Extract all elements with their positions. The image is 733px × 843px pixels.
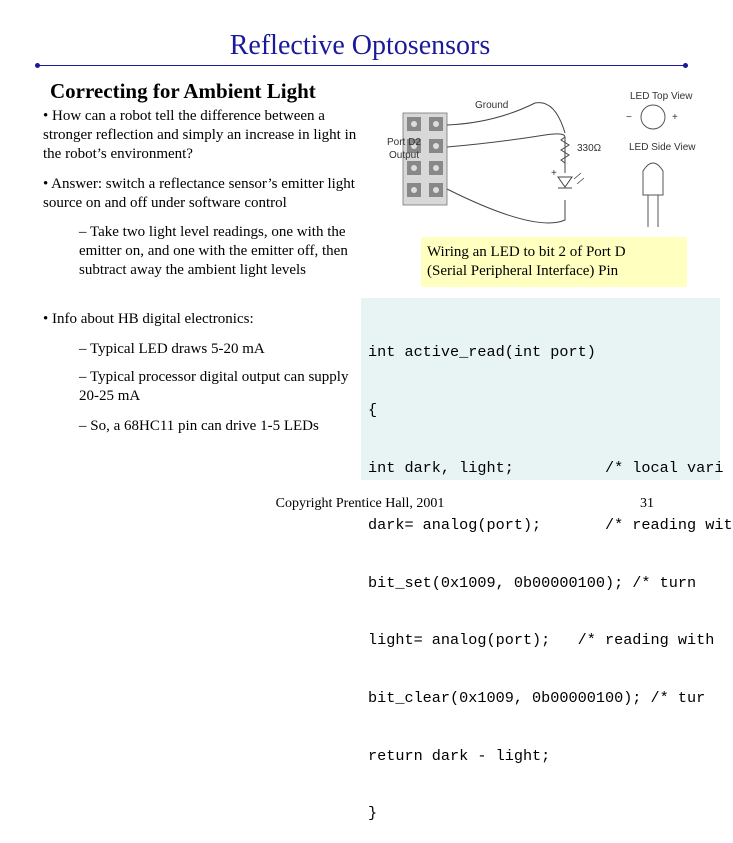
code-line: int dark, light; /* local vari [368,458,724,477]
bullet-hb-electronics: • Info about HB digital electronics: [43,311,254,327]
code-line: return dark - light; [368,746,551,765]
ground-label: Ground [475,100,509,111]
svg-text:+: + [551,168,557,179]
code-line: } [368,804,378,823]
bullet-answer: • Answer: switch a reflectance sensor’s emitter light source on and off under software control [43,176,355,211]
svg-text:+: + [672,112,678,123]
page-number: 31 [640,496,654,511]
led-symbol [551,168,584,188]
diagram-caption [421,237,687,287]
bullet-question: • How can a robot tell the difference between a stronger reflection and simply an increase in light in the robot’s environment? [43,108,357,162]
subbullet-two-readings: – Take two light level readings, one with the emitter on, and one with the emitter off, then subtract away the ambient light levels [79,224,348,278]
svg-text:−: − [626,112,632,123]
code-line: bit_clear(0x1009, 0b00000100); /* tur [368,689,706,708]
slide-subtitle: Correcting for Ambient Light [50,79,316,103]
divider-dot-right [683,63,688,68]
led-wiring-diagram [385,85,705,235]
divider-dot-left [35,63,40,68]
code-line: dark= analog(port); /* reading wit [368,516,733,535]
code-line: light= analog(port); /* reading with [368,631,715,650]
copyright-footer: Copyright Prentice Hall, 2001 [275,496,445,511]
led-top-view [626,105,678,129]
title-divider [38,65,686,66]
code-line: { [368,401,378,420]
port-label-line1: Port D2 [387,137,421,148]
led-top-view-label: LED Top View [630,91,693,102]
code-line: bit_set(0x1009, 0b00000100); /* turn [368,573,697,592]
subbullet-led-current: – Typical LED draws 5-20 mA [79,341,265,357]
caption-line-1: Wiring an LED to bit 2 of Port D [427,244,626,260]
led-side-view [643,163,663,227]
subbullet-processor-output: – Typical processor digital output can supply 20-25 mA [79,369,349,404]
port-label-line2: Output [389,150,420,161]
slide-title: Reflective Optosensors [229,30,491,61]
led-side-view-label: LED Side View [629,142,696,153]
subbullet-pin-drive: – So, a 68HC11 pin can drive 1-5 LEDs [79,418,319,434]
caption-line-2: (Serial Peripheral Interface) Pin [427,263,619,279]
circuit-wires [447,103,565,223]
resistor-label: 330Ω [577,143,602,154]
code-line: int active_read(int port) [368,343,596,362]
